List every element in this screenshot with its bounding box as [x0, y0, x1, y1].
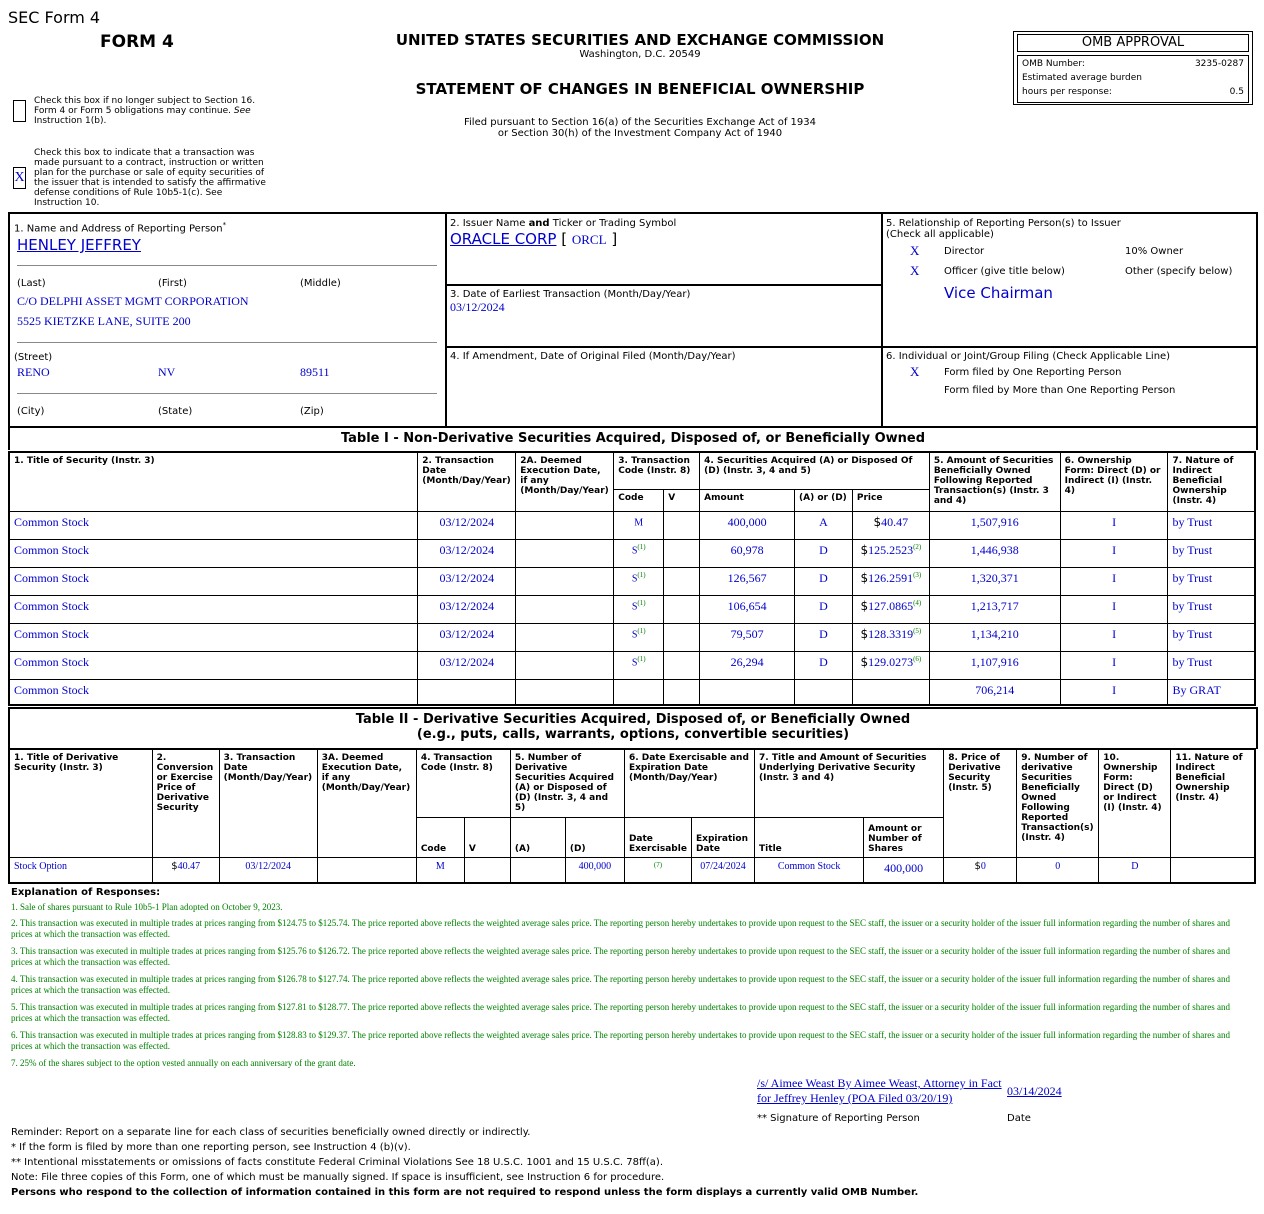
omb-number-value: 3235-0287: [1194, 59, 1244, 69]
t1-deemed-cell: [516, 595, 614, 623]
address-line-2: 5525 KIETZKE LANE, SUITE 200: [17, 314, 191, 328]
t1-title-cell: Common Stock: [9, 623, 418, 651]
t2-exercisable-footnote: (7): [653, 860, 663, 869]
t1-title-cell: Common Stock: [9, 511, 418, 539]
t1-code-cell: [614, 567, 664, 595]
t1-ad-cell: A: [795, 511, 853, 539]
t1-sub-code: Code: [614, 489, 664, 511]
t1-code-footnote: (1): [637, 654, 646, 663]
other-label: Other (specify below): [1125, 266, 1233, 277]
omb-number-label: OMB Number:: [1022, 59, 1085, 69]
t1-sub-price: Price: [852, 489, 929, 511]
t1-form-cell: I: [1060, 511, 1168, 539]
t1-price-value: 126.2591: [868, 570, 914, 585]
reporting-person-label-text: 1. Name and Address of Reporting Person: [14, 223, 223, 235]
t1-header-date: 2. Transaction Date (Month/Day/Year): [418, 452, 516, 511]
t1-nature-cell: by Trust: [1168, 595, 1255, 623]
t2-owned-cell: 0: [1017, 857, 1099, 883]
t2-header-form: 10. Ownership Form: Direct (D) or Indirect (I) (Instr. 4): [1099, 749, 1171, 857]
table-row: [9, 623, 1255, 651]
t1-sub-amount: Amount: [700, 489, 795, 511]
table-row: [9, 539, 1255, 567]
t1-price-cell: [852, 511, 929, 539]
t1-title-cell: Common Stock: [9, 567, 418, 595]
t1-deemed-cell: [516, 511, 614, 539]
t1-code-value: S: [631, 656, 638, 668]
t1-date-cell: 03/12/2024: [418, 651, 516, 679]
t2-d-cell: 400,000: [565, 857, 624, 883]
t2-header-number: 5. Number of Derivative Securities Acquired (A) or Disposed of (D) (Instr. 3, 4 and 5): [510, 749, 624, 817]
t2-header-exercisable: 6. Date Exercisable and Expiration Date (Month/Day/Year): [624, 749, 754, 817]
earliest-transaction-date: 03/12/2024: [450, 300, 505, 314]
t1-price-cell: [852, 567, 929, 595]
t2-price-value: 0: [980, 860, 986, 872]
reporting-person-label: [14, 221, 226, 234]
address-line-1: C/O DELPHI ASSET MGMT CORPORATION: [17, 294, 249, 308]
t2-sub-amount: Amount or Number of Shares: [864, 817, 944, 857]
t1-form-cell: I: [1060, 539, 1168, 567]
t1-amount-cell: 26,294: [700, 651, 795, 679]
t1-code-value: S: [631, 600, 638, 612]
t1-v-cell: [664, 595, 700, 623]
t1-form-cell: I: [1060, 595, 1168, 623]
t1-price-cell: [852, 539, 929, 567]
t2-price-cell: [944, 857, 1017, 883]
t1-price-value: 128.3319: [868, 626, 914, 641]
t1-price-dollar: $: [873, 514, 882, 529]
statement-title: STATEMENT OF CHANGES IN BENEFICIAL OWNERSHIP: [415, 80, 865, 98]
reminder-5: Persons who respond to the collection of information contained in this form are not required to respond unless the form displays a currently valid OMB Number.: [11, 1187, 919, 1198]
t1-price-cell: [852, 623, 929, 651]
explanation-7: 7. 25% of the shares subject to the option vested annually on each anniversary of the grant date.: [11, 1058, 356, 1068]
t1-ad-cell: D: [795, 539, 853, 567]
section16-text-a: Check this box if no longer subject to Section 16. Form 4 or Form 5 obligations may continue.: [34, 96, 256, 116]
explanation-6: 6. This transaction was executed in multiple trades at prices ranging from $128.83 to $129.37. The price reported above reflects the weighted average sales price. The reporting person hereby undertakes to provide upon request to the SEC staff, the issuer or a security holder of the issuer full information regarding the number of shares and prices at which the transaction was effected.: [11, 1030, 1230, 1051]
t2-deemed-cell: [317, 857, 416, 883]
t1-code-value: S: [631, 572, 638, 584]
t2-sub-a: (A): [510, 817, 565, 857]
reminder-2: * If the form is filed by more than one reporting person, see Instruction 4 (b)(v).: [11, 1142, 411, 1153]
t2-header-nature: 11. Nature of Indirect Beneficial Ownership (Instr. 4): [1171, 749, 1255, 857]
omb-approval-title: OMB APPROVAL: [1017, 34, 1249, 52]
t2-header-date: 3. Transaction Date (Month/Day/Year): [219, 749, 317, 857]
explanation-4: 4. This transaction was executed in multiple trades at prices ranging from $126.78 to $127.74. The price reported above reflects the weighted average sales price. The reporting person hereby undertakes to provide upon request to the SEC staff, the issuer or a security holder of the issuer full information regarding the number of shares and prices at which the transaction was effected.: [11, 974, 1230, 995]
t1-v-cell: [664, 623, 700, 651]
t1-v-cell: [664, 567, 700, 595]
explanation-5: 5. This transaction was executed in multiple trades at prices ranging from $127.81 to $128.77. The price reported above reflects the weighted average sales price. The reporting person hereby undertakes to provide upon request to the SEC staff, the issuer or a security holder of the issuer full information regarding the number of shares and prices at which the transaction was effected.: [11, 1002, 1230, 1023]
t2-header-code: 4. Transaction Code (Instr. 8): [416, 749, 510, 817]
table-row: [9, 567, 1255, 595]
state-label: (State): [158, 406, 193, 417]
table2: [8, 748, 1256, 884]
t2-exercisable-cell: [624, 857, 691, 883]
t1-price-value: 125.2523: [868, 542, 914, 557]
t1-deemed-cell: [516, 679, 614, 705]
t1-owned-cell: 1,507,916: [929, 511, 1060, 539]
t1-date-cell: 03/12/2024: [418, 511, 516, 539]
signature-label: ** Signature of Reporting Person: [757, 1113, 920, 1124]
bracket-open: [: [561, 230, 568, 248]
omb-details: [1017, 55, 1249, 103]
t1-amount-cell: 126,567: [700, 567, 795, 595]
explanation-2: 2. This transaction was executed in multiple trades at prices ranging from $124.75 to $125.74. The price reported above reflects the weighted average sales price. The reporting person hereby undertakes to provide upon request to the SEC staff, the issuer or a security holder of the issuer full information regarding the number of shares and prices at which the transaction was effected.: [11, 918, 1230, 939]
t2-nature-cell: [1171, 857, 1255, 883]
officer-title: Vice Chairman: [944, 284, 1053, 302]
earliest-transaction-label: 3. Date of Earliest Transaction (Month/Day/Year): [450, 289, 691, 300]
t1-date-cell: 03/12/2024: [418, 595, 516, 623]
t1-price-footnote: (4): [913, 598, 922, 607]
reporting-section: [8, 212, 1258, 428]
t1-deemed-cell: [516, 623, 614, 651]
reminder-4: Note: File three copies of this Form, one of which must be manually signed. If space is insufficient, see Instruction 6 for procedure.: [11, 1172, 665, 1183]
issuer-value: [450, 230, 617, 248]
t1-amount-cell: 60,978: [700, 539, 795, 567]
issuer-name-link[interactable]: ORACLE CORP: [450, 230, 557, 248]
t1-owned-cell: 1,446,938: [929, 539, 1060, 567]
reporting-person-name[interactable]: HENLEY JEFFREY: [17, 236, 141, 254]
section16-checkbox-label: [34, 96, 264, 126]
t1-price-dollar: $: [860, 626, 869, 641]
issuer-label-and: and: [528, 218, 550, 229]
filed-pursuant-line-1: Filed pursuant to Section 16(a) of the Securities Exchange Act of 1934: [464, 117, 816, 128]
director-mark[interactable]: X: [910, 243, 920, 258]
table1: [8, 451, 1256, 706]
omb-hours-value: 0.5: [1229, 87, 1244, 97]
t2-a-cell: [510, 857, 565, 883]
t1-price-cell: [852, 595, 929, 623]
t1-deemed-cell: [516, 539, 614, 567]
city-label: (City): [17, 406, 45, 417]
director-label: Director: [944, 246, 985, 257]
rule10b5-checkbox-label: Check this box to indicate that a transaction was made pursuant to a contract, instruction or written plan for the purchase or sale of equity securities of the issuer that is intended to satisfy the affirmative defense conditions of Rule 10b5-1(c). See Instruction 10.: [34, 148, 266, 208]
t1-price-dollar: $: [860, 598, 869, 613]
t2-v-cell: [464, 857, 510, 883]
t1-ad-cell: D: [795, 651, 853, 679]
t1-amount-cell: 106,654: [700, 595, 795, 623]
t1-form-cell: I: [1060, 567, 1168, 595]
t2-conversion-dollar: $: [171, 860, 178, 872]
t1-date-cell: 03/12/2024: [418, 539, 516, 567]
t2-sub-exercisable: Date Exercisable: [624, 817, 691, 857]
t1-amount-cell: 400,000: [700, 511, 795, 539]
t2-sub-d: (D): [565, 817, 624, 857]
t1-header-acquired: 4. Securities Acquired (A) or Disposed Of (D) (Instr. 3, 4 and 5): [700, 452, 930, 489]
signature-date-link[interactable]: 03/14/2024: [1007, 1084, 1062, 1098]
t1-date-cell: [418, 679, 516, 705]
city-value: RENO: [17, 365, 50, 379]
table2-title-line-1: Table II - Derivative Securities Acquired, Disposed of, or Beneficially Owned: [355, 712, 911, 727]
t1-code-value: S: [631, 544, 638, 556]
t1-price-value: 129.0273: [868, 654, 914, 669]
issuer-label-b: Ticker or Trading Symbol: [549, 218, 677, 229]
officer-label: Officer (give title below): [944, 266, 1065, 277]
officer-mark[interactable]: X: [910, 263, 920, 278]
explanation-3: 3. This transaction was executed in multiple trades at prices ranging from $125.76 to $126.72. The price reported above reflects the weighted average sales price. The reporting person hereby undertakes to provide upon request to the SEC staff, the issuer or a security holder of the issuer full information regarding the number of shares and prices at which the transaction was effected.: [11, 946, 1230, 967]
t1-code-value: S: [631, 628, 638, 640]
t1-code-cell: [614, 511, 664, 539]
issuer-label: [450, 218, 676, 229]
more-persons-label: Form filed by More than One Reporting Person: [944, 385, 1176, 396]
t1-sub-ad: (A) or (D): [795, 489, 853, 511]
table-row: [9, 857, 1255, 883]
t1-price-value: 127.0865: [868, 598, 914, 613]
middle-label: (Middle): [300, 278, 341, 289]
t1-header-code: 3. Transaction Code (Instr. 8): [614, 452, 700, 489]
t1-ad-cell: [795, 679, 853, 705]
amendment-label: 4. If Amendment, Date of Original Filed (Month/Day/Year): [450, 351, 736, 362]
t2-header-underlying: 7. Title and Amount of Securities Underlying Derivative Security (Instr. 3 and 4): [755, 749, 944, 817]
agency-city: Washington, D.C. 20549: [579, 49, 701, 60]
t2-form-cell: D: [1099, 857, 1171, 883]
t1-date-cell: 03/12/2024: [418, 567, 516, 595]
t2-sub-v: V: [464, 817, 510, 857]
t1-price-footnote: (3): [913, 570, 922, 579]
t1-nature-cell: by Trust: [1168, 623, 1255, 651]
t1-v-cell: [664, 539, 700, 567]
omb-burden-label: Estimated average burden: [1022, 73, 1142, 83]
t1-owned-cell: 1,213,717: [929, 595, 1060, 623]
t1-deemed-cell: [516, 567, 614, 595]
t1-ad-cell: D: [795, 567, 853, 595]
table-row: [9, 595, 1255, 623]
t1-code-cell: [614, 595, 664, 623]
section16-text-b: Instruction 1(b).: [34, 116, 107, 126]
t2-date-cell: 03/12/2024: [219, 857, 317, 883]
agency-name: UNITED STATES SECURITIES AND EXCHANGE COMMISSION: [395, 31, 885, 49]
t1-title-cell: Common Stock: [9, 595, 418, 623]
sec-form-title: SEC Form 4: [8, 8, 101, 27]
reminder-1: Reminder: Report on a separate line for each class of securities beneficially owned directly or indirectly.: [11, 1127, 531, 1138]
t1-title-cell: Common Stock: [9, 679, 418, 705]
t1-code-cell: [614, 679, 664, 705]
t2-conversion-value: 40.47: [177, 860, 201, 872]
t1-form-cell: I: [1060, 679, 1168, 705]
t1-header-title: 1. Title of Security (Instr. 3): [9, 452, 418, 511]
t1-sub-v: V: [664, 489, 700, 511]
state-value: NV: [158, 365, 176, 379]
t1-v-cell: [664, 511, 700, 539]
t1-header-nature: 7. Nature of Indirect Beneficial Ownership (Instr. 4): [1168, 452, 1255, 511]
t1-amount-cell: [700, 679, 795, 705]
table-row: [9, 651, 1255, 679]
t1-form-cell: I: [1060, 651, 1168, 679]
relationship-label: 5. Relationship of Reporting Person(s) to Issuer: [886, 218, 1121, 229]
t1-nature-cell: by Trust: [1168, 651, 1255, 679]
t1-v-cell: [664, 651, 700, 679]
t1-code-cell: [614, 539, 664, 567]
t2-sub-code: Code: [416, 817, 464, 857]
zip-label: (Zip): [300, 406, 324, 417]
t2-sub-title: Title: [755, 817, 864, 857]
t1-price-cell: [852, 651, 929, 679]
section16-checkbox[interactable]: [13, 100, 26, 122]
t2-underlying-title-cell: Common Stock: [755, 857, 864, 883]
last-label: (Last): [17, 278, 46, 289]
t1-amount-cell: 79,507: [700, 623, 795, 651]
filing-label: 6. Individual or Joint/Group Filing (Check Applicable Line): [886, 351, 1171, 362]
zip-value: 89511: [300, 365, 330, 379]
t1-owned-cell: 1,320,371: [929, 567, 1060, 595]
reporting-person-star: *: [222, 221, 227, 229]
t2-price-dollar: $: [974, 860, 981, 872]
t2-conversion-cell: [152, 857, 219, 883]
t1-form-cell: I: [1060, 623, 1168, 651]
t2-underlying-amount-cell: 400,000: [864, 857, 944, 883]
t1-price-dollar: $: [860, 570, 869, 585]
t2-header-owned: 9. Number of derivative Securities Beneficially Owned Following Reported Transaction(s) (Instr. 4): [1017, 749, 1099, 857]
t1-nature-cell: by Trust: [1168, 567, 1255, 595]
t1-ad-cell: D: [795, 595, 853, 623]
street-label: (Street): [14, 352, 53, 363]
explanation-1: 1. Sale of shares pursuant to Rule 10b5-1 Plan adopted on October 9, 2023.: [11, 902, 283, 912]
ten-percent-owner-label: 10% Owner: [1125, 246, 1184, 257]
t1-deemed-cell: [516, 651, 614, 679]
t1-price-footnote: (2): [913, 542, 922, 551]
reminder-3: ** Intentional misstatements or omissions of facts constitute Federal Criminal Violations See 18 U.S.C. 1001 and 15 U.S.C. 78ff(a).: [11, 1157, 664, 1168]
t1-title-cell: Common Stock: [9, 651, 418, 679]
table2-title-line-2: (e.g., puts, calls, warrants, options, convertible securities): [416, 727, 850, 742]
form-number: FORM 4: [100, 32, 174, 52]
relationship-sublabel: (Check all applicable): [886, 229, 994, 240]
t1-ad-cell: D: [795, 623, 853, 651]
one-person-mark[interactable]: X: [910, 364, 920, 379]
bracket-close: ]: [611, 230, 618, 248]
t2-header-conversion: 2. Conversion or Exercise Price of Derivative Security: [152, 749, 219, 857]
issuer-label-a: 2. Issuer Name: [450, 218, 529, 229]
explanations-title: Explanation of Responses:: [11, 887, 161, 898]
t1-price-footnote: (5): [913, 626, 922, 635]
table-row: [9, 511, 1255, 539]
t1-nature-cell: By GRAT: [1168, 679, 1255, 705]
t1-code-footnote: (1): [637, 542, 646, 551]
t1-price-cell: [852, 679, 929, 705]
t2-title-cell: Stock Option: [9, 857, 152, 883]
date-label: Date: [1007, 1113, 1031, 1124]
omb-hours-label: hours per response:: [1022, 87, 1112, 97]
rule10b5-checkbox[interactable]: X: [13, 167, 26, 189]
t1-v-cell: [664, 679, 700, 705]
t1-price-value: 40.47: [881, 514, 909, 529]
t2-sub-expiration: Expiration Date: [692, 817, 755, 857]
ticker-symbol: ORCL: [571, 232, 607, 247]
t1-code-value: M: [634, 516, 644, 528]
t2-header-price: 8. Price of Derivative Security (Instr. 5): [944, 749, 1017, 857]
signature-link[interactable]: /s/ Aimee Weast By Aimee Weast, Attorney in Fact for Jeffrey Henley (POA Filed 03/20/19): [757, 1076, 1002, 1105]
first-label: (First): [158, 278, 187, 289]
t1-owned-cell: 1,107,916: [929, 651, 1060, 679]
t1-title-cell: Common Stock: [9, 539, 418, 567]
one-person-label: Form filed by One Reporting Person: [944, 367, 1122, 378]
t1-code-cell: [614, 651, 664, 679]
t1-price-footnote: (6): [913, 654, 922, 663]
t2-header-deemed: 3A. Deemed Execution Date, if any (Month/Day/Year): [317, 749, 416, 857]
table1-title: Table I - Non-Derivative Securities Acquired, Disposed of, or Beneficially Owned: [340, 431, 926, 446]
t1-owned-cell: 1,134,210: [929, 623, 1060, 651]
t2-expiration-cell: 07/24/2024: [692, 857, 755, 883]
t1-header-deemed: 2A. Deemed Execution Date, if any (Month/Day/Year): [516, 452, 614, 511]
filed-pursuant-line-2: or Section 30(h) of the Investment Company Act of 1940: [497, 128, 783, 139]
section16-see: See: [233, 106, 251, 116]
table-row: [9, 679, 1255, 705]
t1-header-owned: 5. Amount of Securities Beneficially Owned Following Reported Transaction(s) (Instr. 3 and 4): [929, 452, 1060, 511]
t1-nature-cell: by Trust: [1168, 539, 1255, 567]
t1-nature-cell: by Trust: [1168, 511, 1255, 539]
t1-date-cell: 03/12/2024: [418, 623, 516, 651]
t1-code-footnote: (1): [637, 598, 646, 607]
t1-code-footnote: (1): [637, 626, 646, 635]
t2-code-cell: M: [416, 857, 464, 883]
t2-header-title: 1. Title of Derivative Security (Instr. 3): [9, 749, 152, 857]
t1-header-form: 6. Ownership Form: Direct (D) or Indirect (I) (Instr. 4): [1060, 452, 1168, 511]
t1-code-footnote: (1): [637, 570, 646, 579]
t1-owned-cell: 706,214: [929, 679, 1060, 705]
t1-price-dollar: $: [860, 654, 869, 669]
t1-price-dollar: $: [860, 542, 869, 557]
t1-code-cell: [614, 623, 664, 651]
